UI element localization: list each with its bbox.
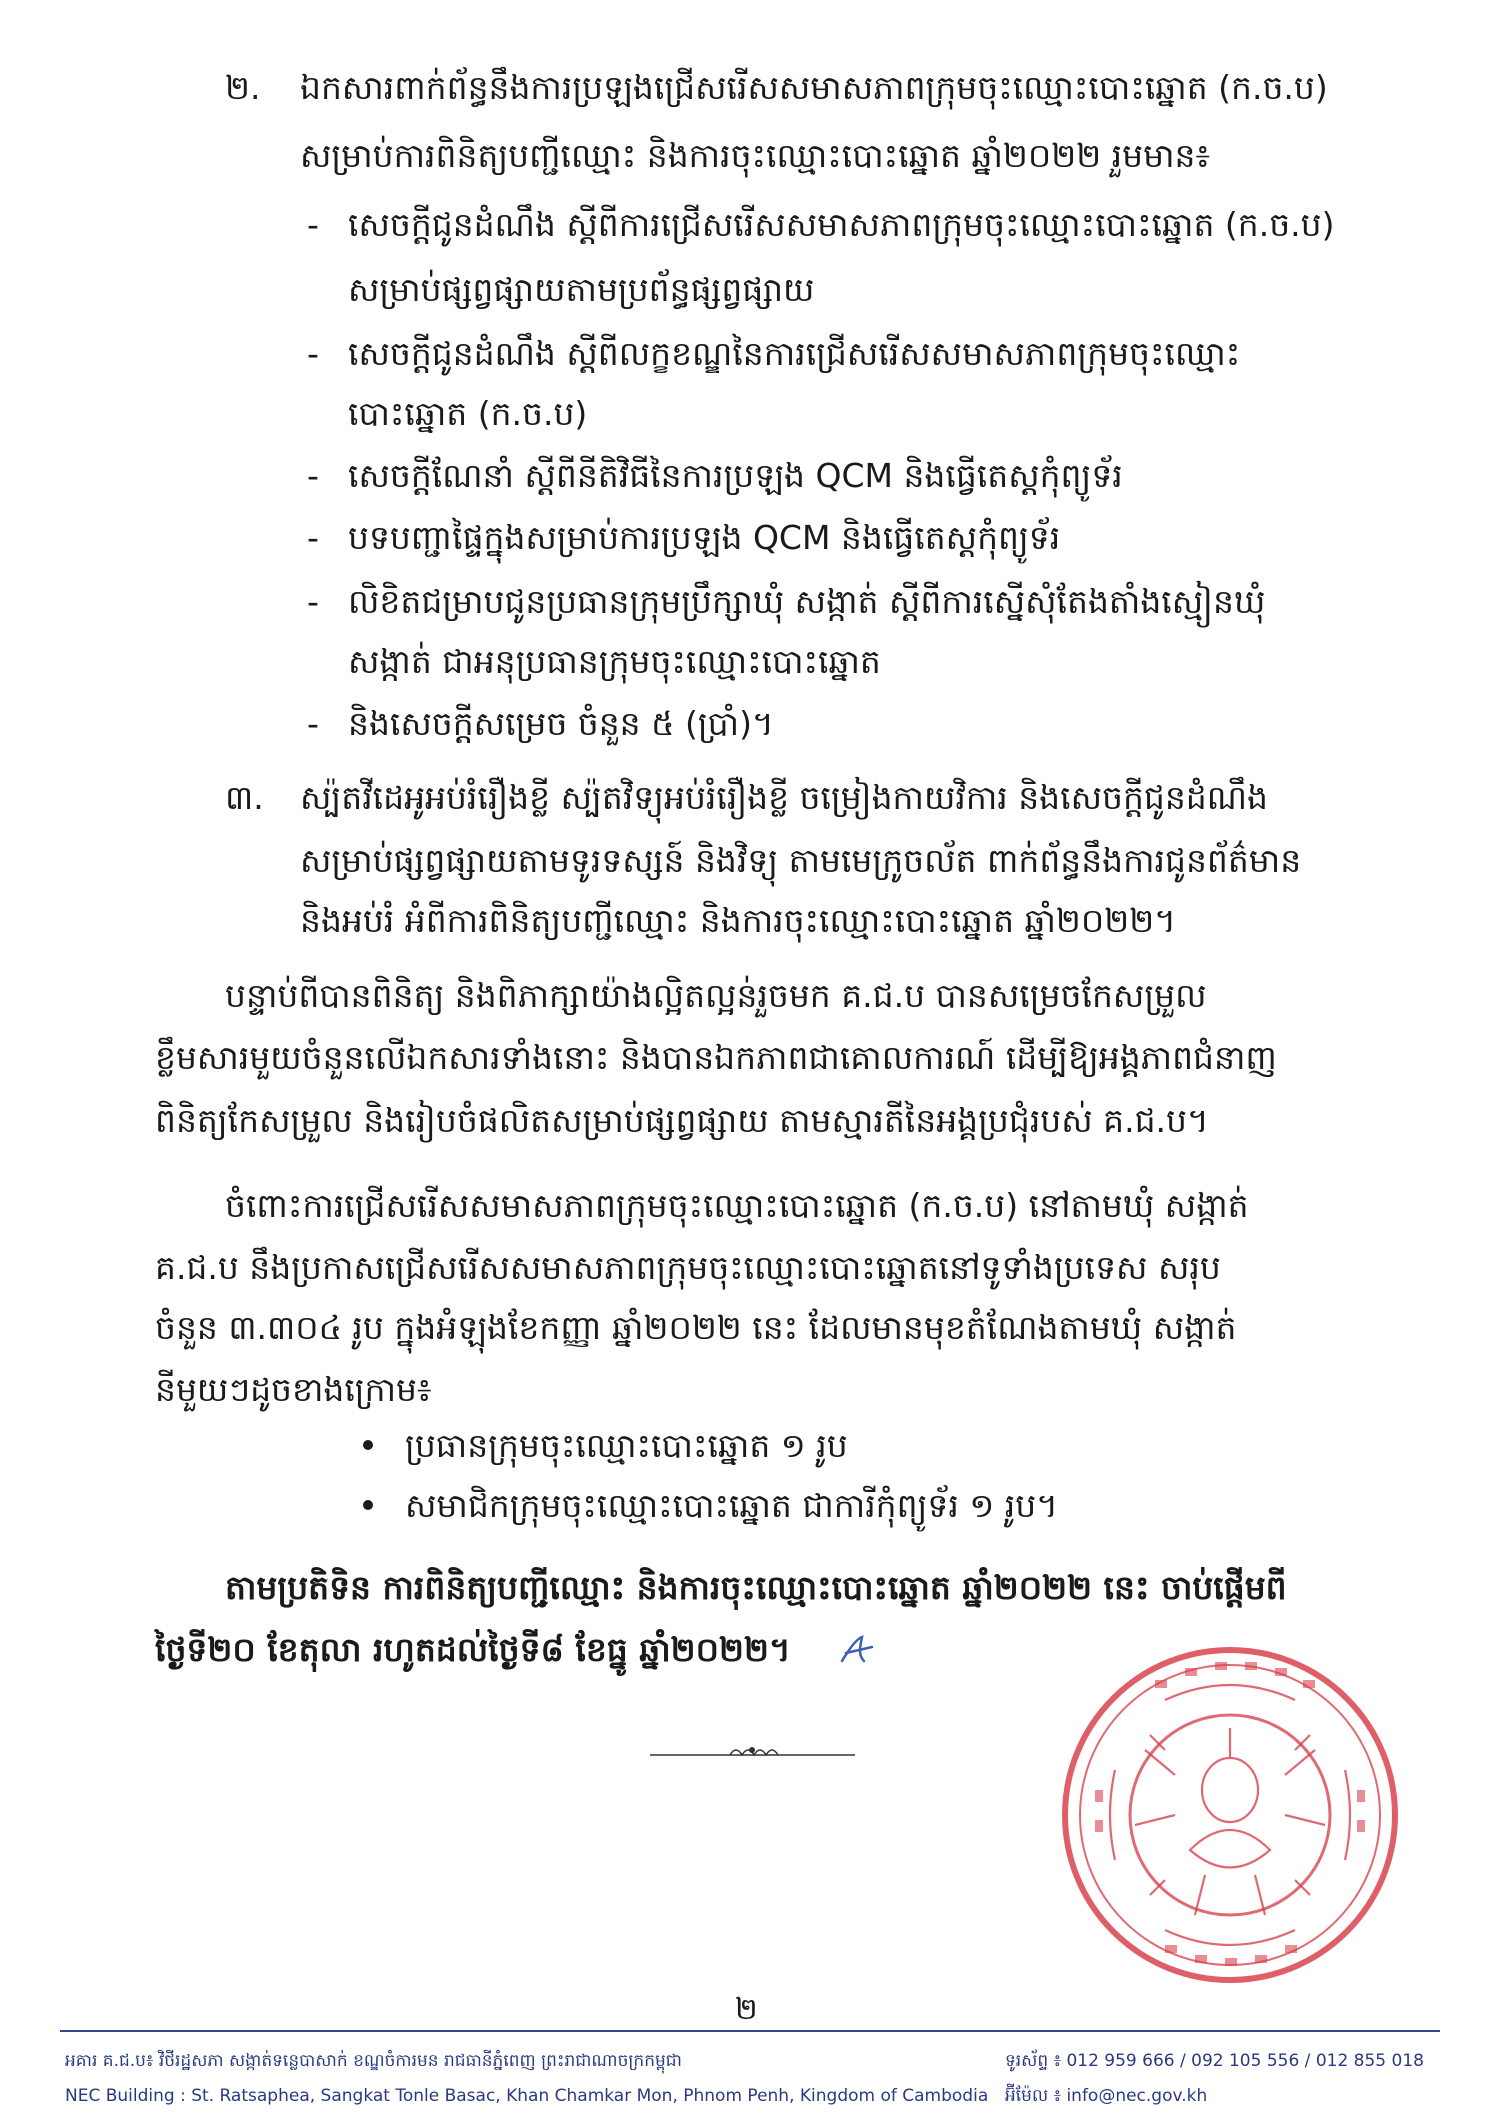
ornament-divider-icon [650, 1742, 855, 1764]
footer-phone: ទូរស័ព្ទ ៖ 012 959 666 / 092 105 556 / 012 855 018 [1005, 2051, 1424, 2071]
footer-email: អ៊ីម៉ែល ៖ info@nec.gov.kh [1005, 2086, 1208, 2106]
signature-initial-icon [838, 1633, 878, 1667]
item-line: និងអប់រំ អំពីការពិនិត្យបញ្ជីឈ្មោះ និងការចុះឈ្មោះបោះឆ្នោត ឆ្នាំ២០២២។ [300, 901, 1176, 940]
dash-marker: - [307, 704, 319, 743]
paragraph-line: ខ្លឹមសារមួយចំនួនលើឯកសារទាំងនោះ និងបានឯកភាពជាគោលការណ៍ ដើម្បីឱ្យអង្គភាពជំនាញ [155, 1038, 1277, 1077]
closing-line: តាមប្រតិទិន ការពិនិត្យបញ្ជីឈ្មោះ និងការចុះឈ្មោះបោះឆ្នោត ឆ្នាំ២០២២ នេះ ចាប់ផ្តើមពី [225, 1568, 1287, 1607]
item-line: សម្រាប់ការពិនិត្យបញ្ជីឈ្មោះ និងការចុះឈ្មោះបោះឆ្នោត ឆ្នាំ២០២២ រួមមាន៖ [300, 136, 1210, 175]
item-number: ៣. [225, 778, 264, 817]
dash-marker: - [307, 518, 319, 557]
subitem-line: បោះឆ្នោត (ក.ច.ប) [348, 394, 588, 433]
subitem-line: សម្រាប់ផ្សព្វផ្សាយតាមប្រព័ន្ធផ្សព្វផ្សាយ [348, 270, 815, 309]
subitem-line: បទបញ្ជាផ្ទៃក្នុងសម្រាប់ការប្រឡង QCM និងធ្វើតេស្តកុំព្យូទ័រ [348, 518, 1061, 557]
footer-address-kh: អគារ គ.ជ.ប៖ វិថីរដ្ឋសភា សង្កាត់ទន្លេបាសាក់ ខណ្ឌចំការមន រាជធានីភ្នំពេញ ព្រះរាជាណាចក្រកម្ពុជា [65, 2051, 682, 2071]
paragraph-line: ចំនួន ៣.៣០៤ រូប ក្នុងអំឡុងខែកញ្ញា ឆ្នាំ២០២២ នេះ ដែលមានមុខតំណែងតាមឃុំ សង្កាត់ [155, 1308, 1237, 1347]
subitem-line: សេចក្តីណែនាំ ស្តីពីនីតិវិធីនៃការប្រឡង QCM និងធ្វើតេស្តកុំព្យូទ័រ [348, 456, 1123, 495]
paragraph-line: គ.ជ.ប នឹងប្រកាសជ្រើសរើសសមាសភាពក្រុមចុះឈ្មោះបោះឆ្នោតនៅទូទាំងប្រទេស សរុប [155, 1248, 1221, 1287]
bullet-dot [363, 1440, 373, 1450]
item-line: សម្រាប់ផ្សព្វផ្សាយតាមទូរទស្សន៍ និងវិទ្យុ តាមមេក្រូចល័ត ពាក់ព័ន្ធនឹងការជូនព័ត៌មាន [300, 841, 1302, 880]
official-seal-icon [1055, 1640, 1405, 1990]
paragraph-line: នីមួយៗដូចខាងក្រោម៖ [155, 1370, 432, 1409]
subitem-line: លិខិតជម្រាបជូនប្រធានក្រុមប្រឹក្សាឃុំ សង្កាត់ ស្តីពីការស្នើសុំតែងតាំងស្មៀនឃុំ [348, 582, 1266, 621]
subitem-line: និងសេចក្តីសម្រេច ចំនួន ៥ (ប្រាំ)។ [348, 704, 774, 743]
footer-address-en: NEC Building : St. Ratsaphea, Sangkat Tonle Basac, Khan Chamkar Mon, Phnom Penh, Kingdom of Cambodia [65, 2086, 989, 2106]
item-line: ស្ប៉តវីដេអូអប់រំរឿងខ្លី ស្ប៉តវិទ្យុអប់រំរឿងខ្លី ចម្រៀងកាយវិការ និងសេចក្តីជូនដំណឹង [300, 778, 1268, 817]
dash-marker: - [307, 205, 319, 244]
dash-marker: - [307, 456, 319, 495]
paragraph-line: ចំពោះការជ្រើសរើសសមាសភាពក្រុមចុះឈ្មោះបោះឆ្នោត (ក.ច.ប) នៅតាមឃុំ សង្កាត់ [225, 1186, 1249, 1225]
closing-line: ថ្ងៃទី២០ ខែតុលា រហូតដល់ថ្ងៃទី៨ ខែធ្នូ ឆ្នាំ២០២២។ [155, 1630, 791, 1669]
paragraph-line: ពិនិត្យកែសម្រួល និងរៀបចំផលិតសម្រាប់ផ្សព្វផ្សាយ តាមស្មារតីនៃអង្គប្រជុំរបស់ គ.ជ.ប។ [155, 1101, 1209, 1140]
subitem-line: សេចក្តីជូនដំណឹង ស្តីពីការជ្រើសរើសសមាសភាពក្រុមចុះឈ្មោះបោះឆ្នោត (ក.ច.ប) [348, 205, 1335, 244]
item-line: ឯកសារពាក់ព័ន្ធនឹងការប្រឡងជ្រើសរើសសមាសភាពក្រុមចុះឈ្មោះបោះឆ្នោត (ក.ច.ប) [300, 68, 1328, 107]
bullet-dot [363, 1500, 373, 1510]
subitem-line: សេចក្តីជូនដំណឹង ស្តីពីលក្ខខណ្ឌនៃការជ្រើសរើសសមាសភាពក្រុមចុះឈ្មោះ [348, 334, 1241, 373]
paragraph-line: បន្ទាប់ពីបានពិនិត្យ និងពិភាក្សាយ៉ាងល្អិតល្អន់រួចមក គ.ជ.ប បានសម្រេចកែសម្រួល [225, 976, 1207, 1015]
dash-marker: - [307, 334, 319, 373]
page-number: ២ [735, 1992, 758, 2027]
item-number: ២. [225, 68, 261, 107]
dash-marker: - [307, 582, 319, 621]
footer-divider [60, 2030, 1440, 2032]
bullet-item: ប្រធានក្រុមចុះឈ្មោះបោះឆ្នោត ១ រូប [405, 1426, 848, 1465]
subitem-line: សង្កាត់ ជាអនុប្រធានក្រុមចុះឈ្មោះបោះឆ្នោត [348, 642, 881, 681]
bullet-item: សមាជិកក្រុមចុះឈ្មោះបោះឆ្នោត ជាការីកុំព្យូទ័រ ១ រូប។ [405, 1486, 1058, 1525]
